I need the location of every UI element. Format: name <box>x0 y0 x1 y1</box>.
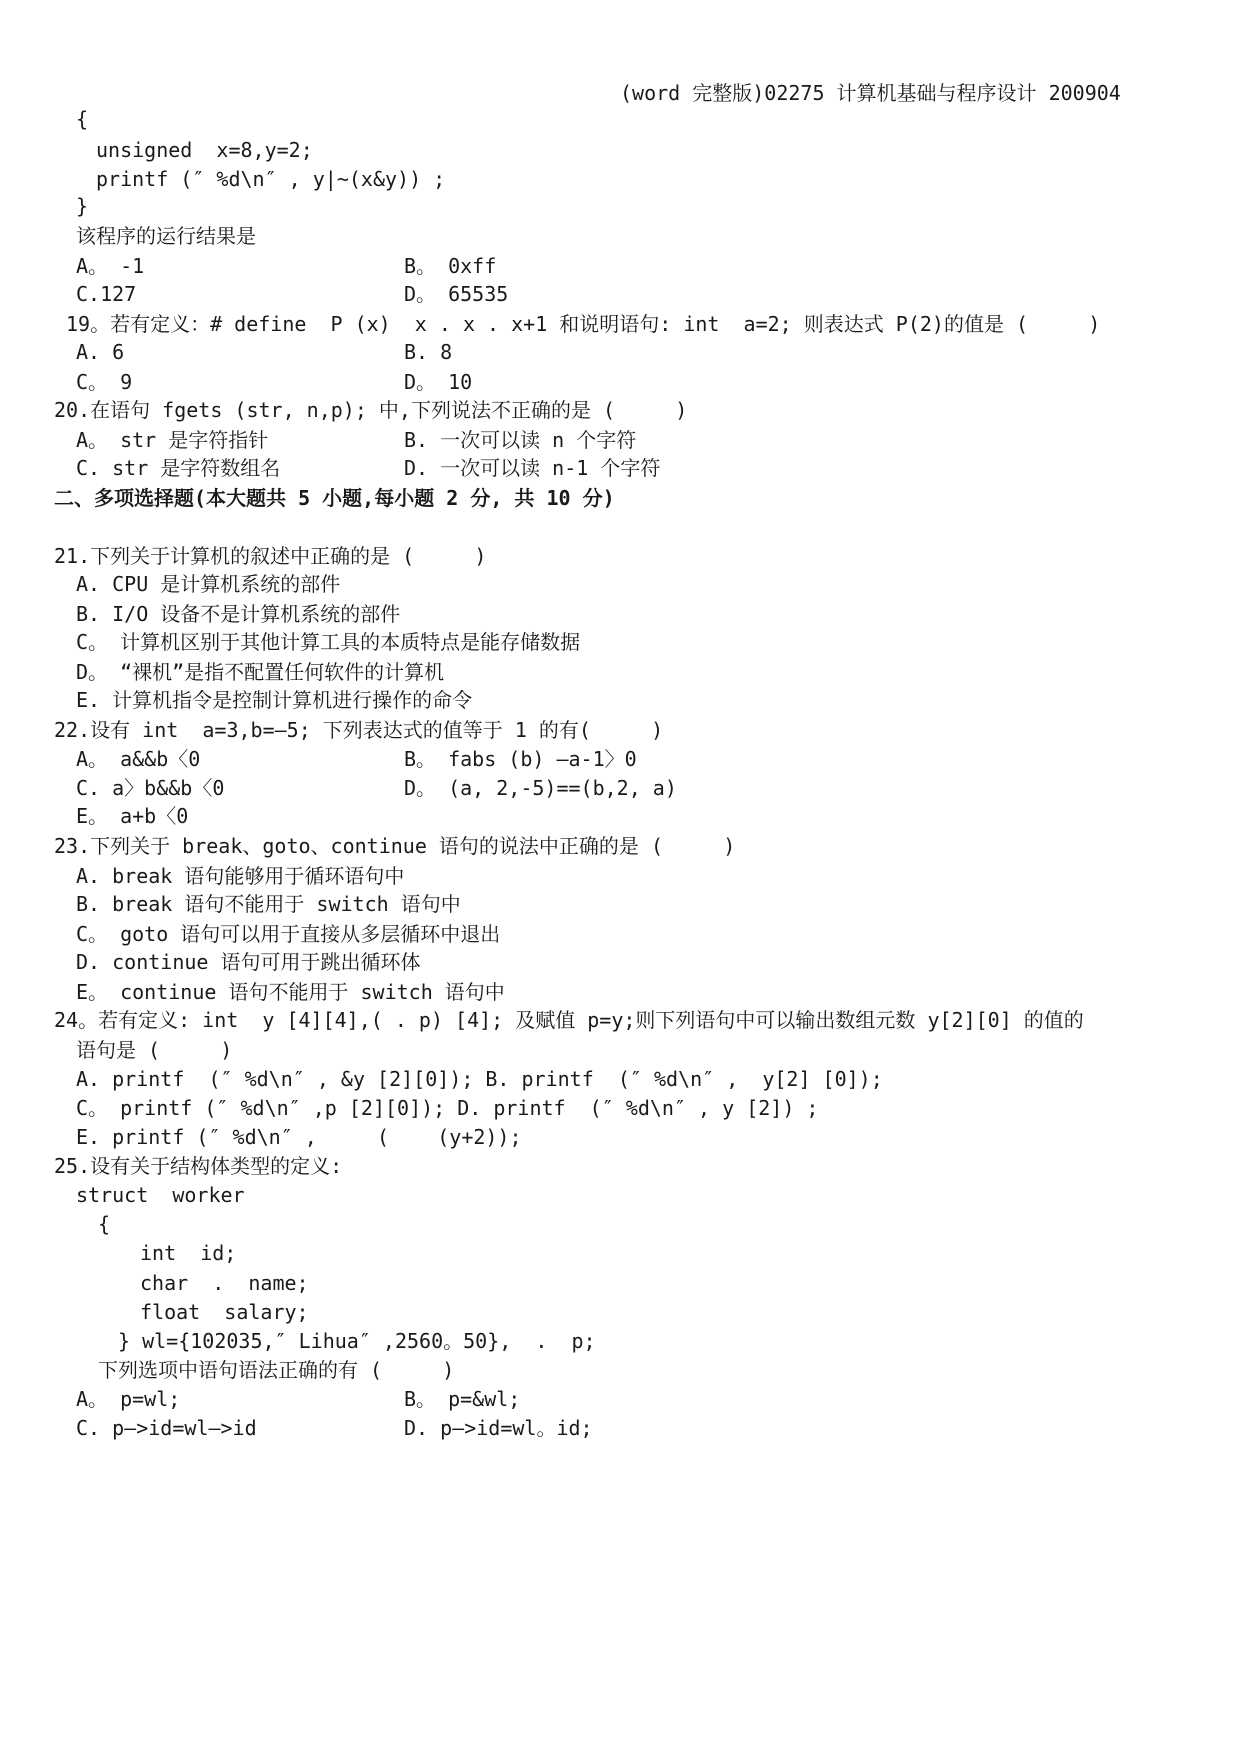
option-c: C。 goto 语句可以用于直接从多层循环中退出 <box>76 922 501 946</box>
code-close-brace: } <box>76 194 89 218</box>
code-line: struct worker <box>76 1183 245 1207</box>
question-stem: 23.下列关于 break、goto、continue 语句的说法中正确的是 ( ) <box>54 834 736 858</box>
option-b: B。 p=&wl; <box>404 1387 521 1411</box>
option-b: B。 fabs (b) —a-1〉0 <box>404 747 637 771</box>
option-c: C. a〉b&&b〈0 <box>76 776 225 800</box>
option-d: D。 (a, 2,-5)==(b,2, a) <box>404 776 677 800</box>
option-c: C. p—>id=wl—>id <box>76 1416 257 1440</box>
code-line: printf (″ %d\n″ , y|~(x&y)) ; <box>96 167 446 191</box>
option-a: A。 p=wl; <box>76 1387 181 1411</box>
question-stem: 19。若有定义：# define P (x) x . x . x+1 和说明语句: int a=2; 则表达式 P(2)的值是 ( ) <box>66 312 1101 336</box>
question-stem: 22.设有 int a=3,b=—5; 下列表达式的值等于 1 的有( ) <box>54 718 664 742</box>
code-line: float salary; <box>140 1300 309 1324</box>
code-line: } wl={102035,″ Lihua″ ,2560。50}, . p; <box>118 1329 596 1353</box>
option-a: A。 -1 <box>76 254 145 278</box>
options-a-b: A. printf (″ %d\n″ , &y [2][0]); B. printf (″ %d\n″ , y[2] [0]); <box>76 1067 883 1091</box>
question-stem: 21.下列关于计算机的叙述中正确的是 ( ) <box>54 544 487 568</box>
option-e: E. 计算机指令是控制计算机进行操作的命令 <box>76 688 473 712</box>
code-open-brace: { <box>76 107 89 131</box>
question-stem: 该程序的运行结果是 <box>76 224 256 248</box>
question-stem: 20.在语句 fgets (str, n,p); 中,下列说法不正确的是 ( ) <box>54 398 688 422</box>
option-d: D. p—>id=wl。id; <box>404 1416 593 1440</box>
option-b: B. break 语句不能用于 switch 语句中 <box>76 892 461 916</box>
option-c: C。 计算机区别于其他计算工具的本质特点是能存储数据 <box>76 630 581 654</box>
option-d: D. 一次可以读 n-1 个字符 <box>404 456 661 480</box>
code-line: char . name; <box>140 1271 309 1295</box>
option-a: A。 a&&b〈0 <box>76 747 201 771</box>
section-title: 二、多项选择题(本大题共 5 小题,每小题 2 分, 共 10 分) <box>54 486 615 510</box>
code-line: int id; <box>140 1241 237 1265</box>
option-b: B. 8 <box>404 340 453 364</box>
option-e: E。 continue 语句不能用于 switch 语句中 <box>76 980 505 1004</box>
option-c: C. str 是字符数组名 <box>76 456 281 480</box>
page-header: (word 完整版)02275 计算机基础与程序设计 200904 <box>620 81 1121 105</box>
option-c: C.127 <box>76 282 137 306</box>
option-d: D。 65535 <box>404 282 509 306</box>
options-c-d: C。 printf (″ %d\n″ ,p [2][0]); D. printf (″ %d\n″ , y [2]) ; <box>76 1096 819 1120</box>
question-stem-continued: 语句是 ( ) <box>76 1038 233 1062</box>
option-c: C。 9 <box>76 370 133 394</box>
option-b: B. 一次可以读 n 个字符 <box>404 428 637 452</box>
option-d: D. continue 语句可用于跳出循环体 <box>76 950 421 974</box>
option-d: D。 10 <box>404 370 473 394</box>
option-b: B。 0xff <box>404 254 497 278</box>
option-e: E. printf (″ %d\n″ , ( (y+2)); <box>76 1125 522 1149</box>
code-line: unsigned x=8,y=2; <box>96 138 313 162</box>
question-stem: 24。若有定义: int y [4][4],( . p) [4]; 及赋值 p=y;则下列语句中可以输出数组元数 y[2][0] 的值的 <box>54 1008 1084 1032</box>
option-a: A。 str 是字符指针 <box>76 428 269 452</box>
option-a: A. break 语句能够用于循环语句中 <box>76 864 405 888</box>
option-e: E。 a+b〈0 <box>76 804 189 828</box>
option-a: A. CPU 是计算机系统的部件 <box>76 572 341 596</box>
question-stem: 25.设有关于结构体类型的定义: <box>54 1154 343 1178</box>
code-line: { <box>98 1212 111 1236</box>
option-b: B. I/O 设备不是计算机系统的部件 <box>76 602 401 626</box>
option-d: D。 “裸机”是指不配置任何软件的计算机 <box>76 660 445 684</box>
option-a: A. 6 <box>76 340 125 364</box>
question-stem-continued: 下列选项中语句语法正确的有 ( ) <box>98 1358 455 1382</box>
